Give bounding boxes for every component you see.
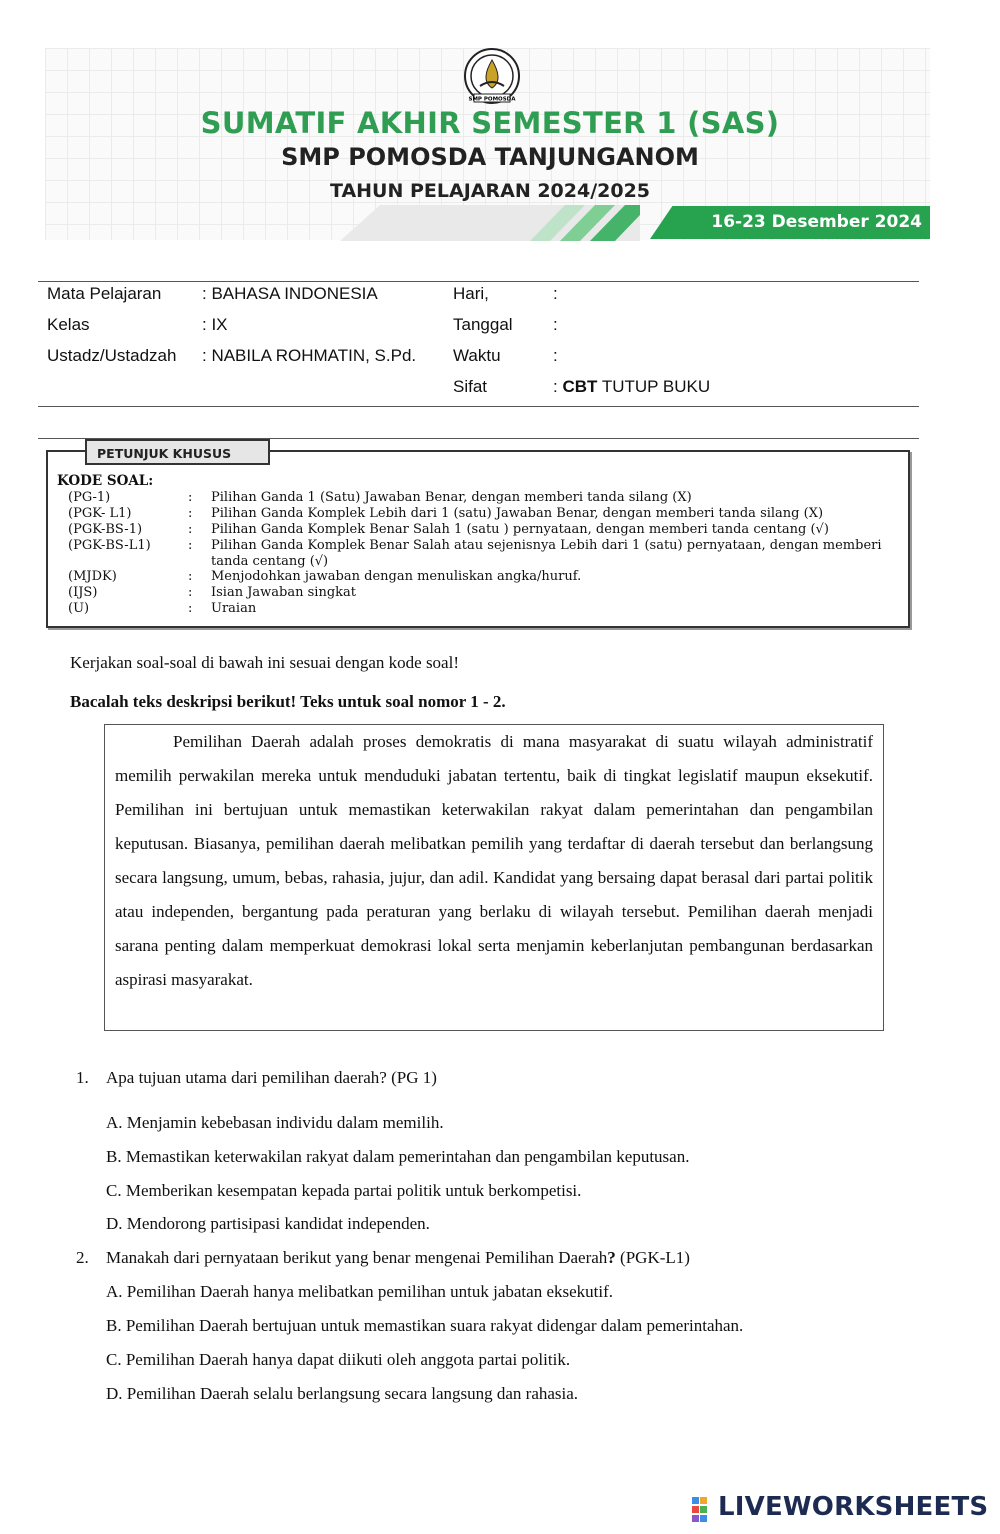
- passage-title: Bacalah teks deskripsi berikut! Teks untuk soal nomor 1 - 2.: [70, 692, 506, 711]
- question-text: Apa tujuan utama dari pemilihan daerah? (PG 1): [106, 1068, 437, 1087]
- tanggal-value: :: [553, 315, 558, 334]
- hari-label: Hari,: [453, 284, 489, 303]
- tanggal-label: Tanggal: [453, 315, 513, 334]
- kode-desc: Pilihan Ganda Komplek Lebih dari 1 (satu) Jawaban Benar, dengan memberi tanda silang (X): [211, 506, 824, 521]
- answer-option[interactable]: B. Pemilihan Daerah bertujuan untuk memastikan suara rakyat didengar dalam pemerintahan.: [106, 1316, 744, 1335]
- decorative-stripes: [340, 205, 640, 241]
- divider-mid: [38, 406, 919, 407]
- sifat-prefix: :: [553, 377, 563, 396]
- kelas-label: Kelas: [47, 315, 90, 334]
- kode-colon: :: [188, 490, 193, 505]
- kode-code: (MJDK): [68, 569, 117, 584]
- waktu-value: :: [553, 346, 558, 365]
- kode-desc: Isian Jawaban singkat: [211, 585, 357, 600]
- guru-label: Ustadz/Ustadzah: [47, 346, 177, 365]
- question-number: 2.: [76, 1248, 89, 1267]
- exam-date: 16-23 Desember 2024: [711, 212, 922, 232]
- question-text: [106, 1248, 690, 1268]
- sifat-label: Sifat: [453, 377, 488, 396]
- passage-text: Pemilihan Daerah adalah proses demokratis di mana masyarakat di suatu wilayah administratif memilih perwakilan mereka untuk menduduki jabatan tertentu, baik di tingkat legislatif maupun eksekutif. Pemilihan ini bertujuan untuk memastikan keterwakilan rakyat dalam pemerintahan dan pengambilan keputusan. Biasanya, pemilihan daerah melibatkan pemilih yang terdaftar di daerah tersebut dan berlangsung secara langsung, umum, bebas, rahasia, jujur, dan adil. Kandidat yang bersaing dapat berasal dari partai politik atau independen, bergantung pada peraturan yang berlaku di wilayah tersebut. Pemilihan daerah menjadi sarana penting dalam memperkuat demokrasi lokal serta menjamin keberlanjutan pembangunan berdasarkan aspirasi masyarakat.: [115, 732, 873, 989]
- sifat-value: [553, 377, 710, 397]
- school-year: TAHUN PELAJARAN 2024/2025: [329, 180, 651, 202]
- kode-code: (IJS): [68, 585, 98, 600]
- logo-text: SMP POMOSDA: [468, 96, 516, 103]
- waktu-label: Waktu: [453, 346, 501, 365]
- kelas-value: : IX: [202, 315, 228, 334]
- kode-code: (U): [68, 601, 90, 616]
- petunjuk-tab: PETUNJUK KHUSUS: [85, 439, 270, 465]
- watermark-text: LIVEWORKSHEETS: [718, 1492, 989, 1522]
- kode-desc: Uraian: [211, 601, 257, 616]
- answer-option[interactable]: A. Pemilihan Daerah hanya melibatkan pemilihan untuk jabatan eksekutif.: [106, 1282, 614, 1301]
- mapel-label: Mata Pelajaran: [47, 284, 162, 303]
- kode-code: (PGK- L1): [68, 506, 132, 521]
- liveworksheets-logo-icon: [692, 1497, 716, 1523]
- kode-colon: :: [188, 585, 193, 600]
- kode-colon: :: [188, 538, 193, 553]
- divider-top: [38, 281, 919, 282]
- kode-soal-title: KODE SOAL:: [57, 473, 154, 489]
- kode-desc: Pilihan Ganda Komplek Benar Salah 1 (satu ) pernyataan, dengan memberi tanda centang (√): [211, 522, 829, 537]
- answer-option[interactable]: C. Pemilihan Daerah hanya dapat diikuti oleh anggota partai politik.: [106, 1350, 571, 1369]
- question-mark: ?: [607, 1248, 616, 1267]
- kode-code: (PGK-BS-1): [68, 522, 143, 537]
- answer-option[interactable]: D. Pemilihan Daerah selalu berlangsung secara langsung dan rahasia.: [106, 1384, 579, 1403]
- answer-option[interactable]: B. Memastikan keterwakilan rakyat dalam pemerintahan dan pengambilan keputusan.: [106, 1147, 690, 1166]
- school-name: SMP POMOSDA TANJUNGANOM: [281, 143, 699, 171]
- exam-title: SUMATIF AKHIR SEMESTER 1 (SAS): [200, 106, 780, 140]
- kode-code: (PGK-BS-L1): [68, 538, 151, 553]
- kode-desc: Menjodohkan jawaban dengan menuliskan angka/huruf.: [211, 569, 582, 584]
- question-text-main: Manakah dari pernyataan berikut yang benar mengenai Pemilihan Daerah: [106, 1248, 608, 1267]
- kode-desc: Pilihan Ganda Komplek Benar Salah atau sejenisnya Lebih dari 1 (satu) pernyataan, dengan memberi tanda centang (√): [211, 538, 882, 569]
- kode-colon: :: [188, 569, 193, 584]
- mapel-value: : BAHASA INDONESIA: [202, 284, 378, 303]
- kode-colon: :: [188, 522, 193, 537]
- school-logo-icon: [452, 48, 532, 106]
- passage-box: [104, 724, 884, 1031]
- instruction: Kerjakan soal-soal di bawah ini sesuai dengan kode soal!: [70, 653, 459, 672]
- hari-value: :: [553, 284, 558, 303]
- answer-option[interactable]: D. Mendorong partisipasi kandidat independen.: [106, 1214, 430, 1233]
- kode-desc: Pilihan Ganda 1 (Satu) Jawaban Benar, dengan memberi tanda silang (X): [211, 490, 692, 505]
- sifat-rest: TUTUP BUKU: [597, 377, 711, 396]
- answer-option[interactable]: C. Memberikan kesempatan kepada partai politik untuk berkompetisi.: [106, 1181, 582, 1200]
- guru-value: : NABILA ROHMATIN, S.Pd.: [202, 346, 417, 365]
- answer-option[interactable]: A. Menjamin kebebasan individu dalam memilih.: [106, 1113, 444, 1132]
- kode-colon: :: [188, 601, 193, 616]
- kode-colon: :: [188, 506, 193, 521]
- question-code: (PGK-L1): [615, 1248, 690, 1267]
- kode-code: (PG-1): [68, 490, 111, 505]
- sifat-bold: CBT: [562, 377, 598, 396]
- question-number: 1.: [76, 1068, 89, 1087]
